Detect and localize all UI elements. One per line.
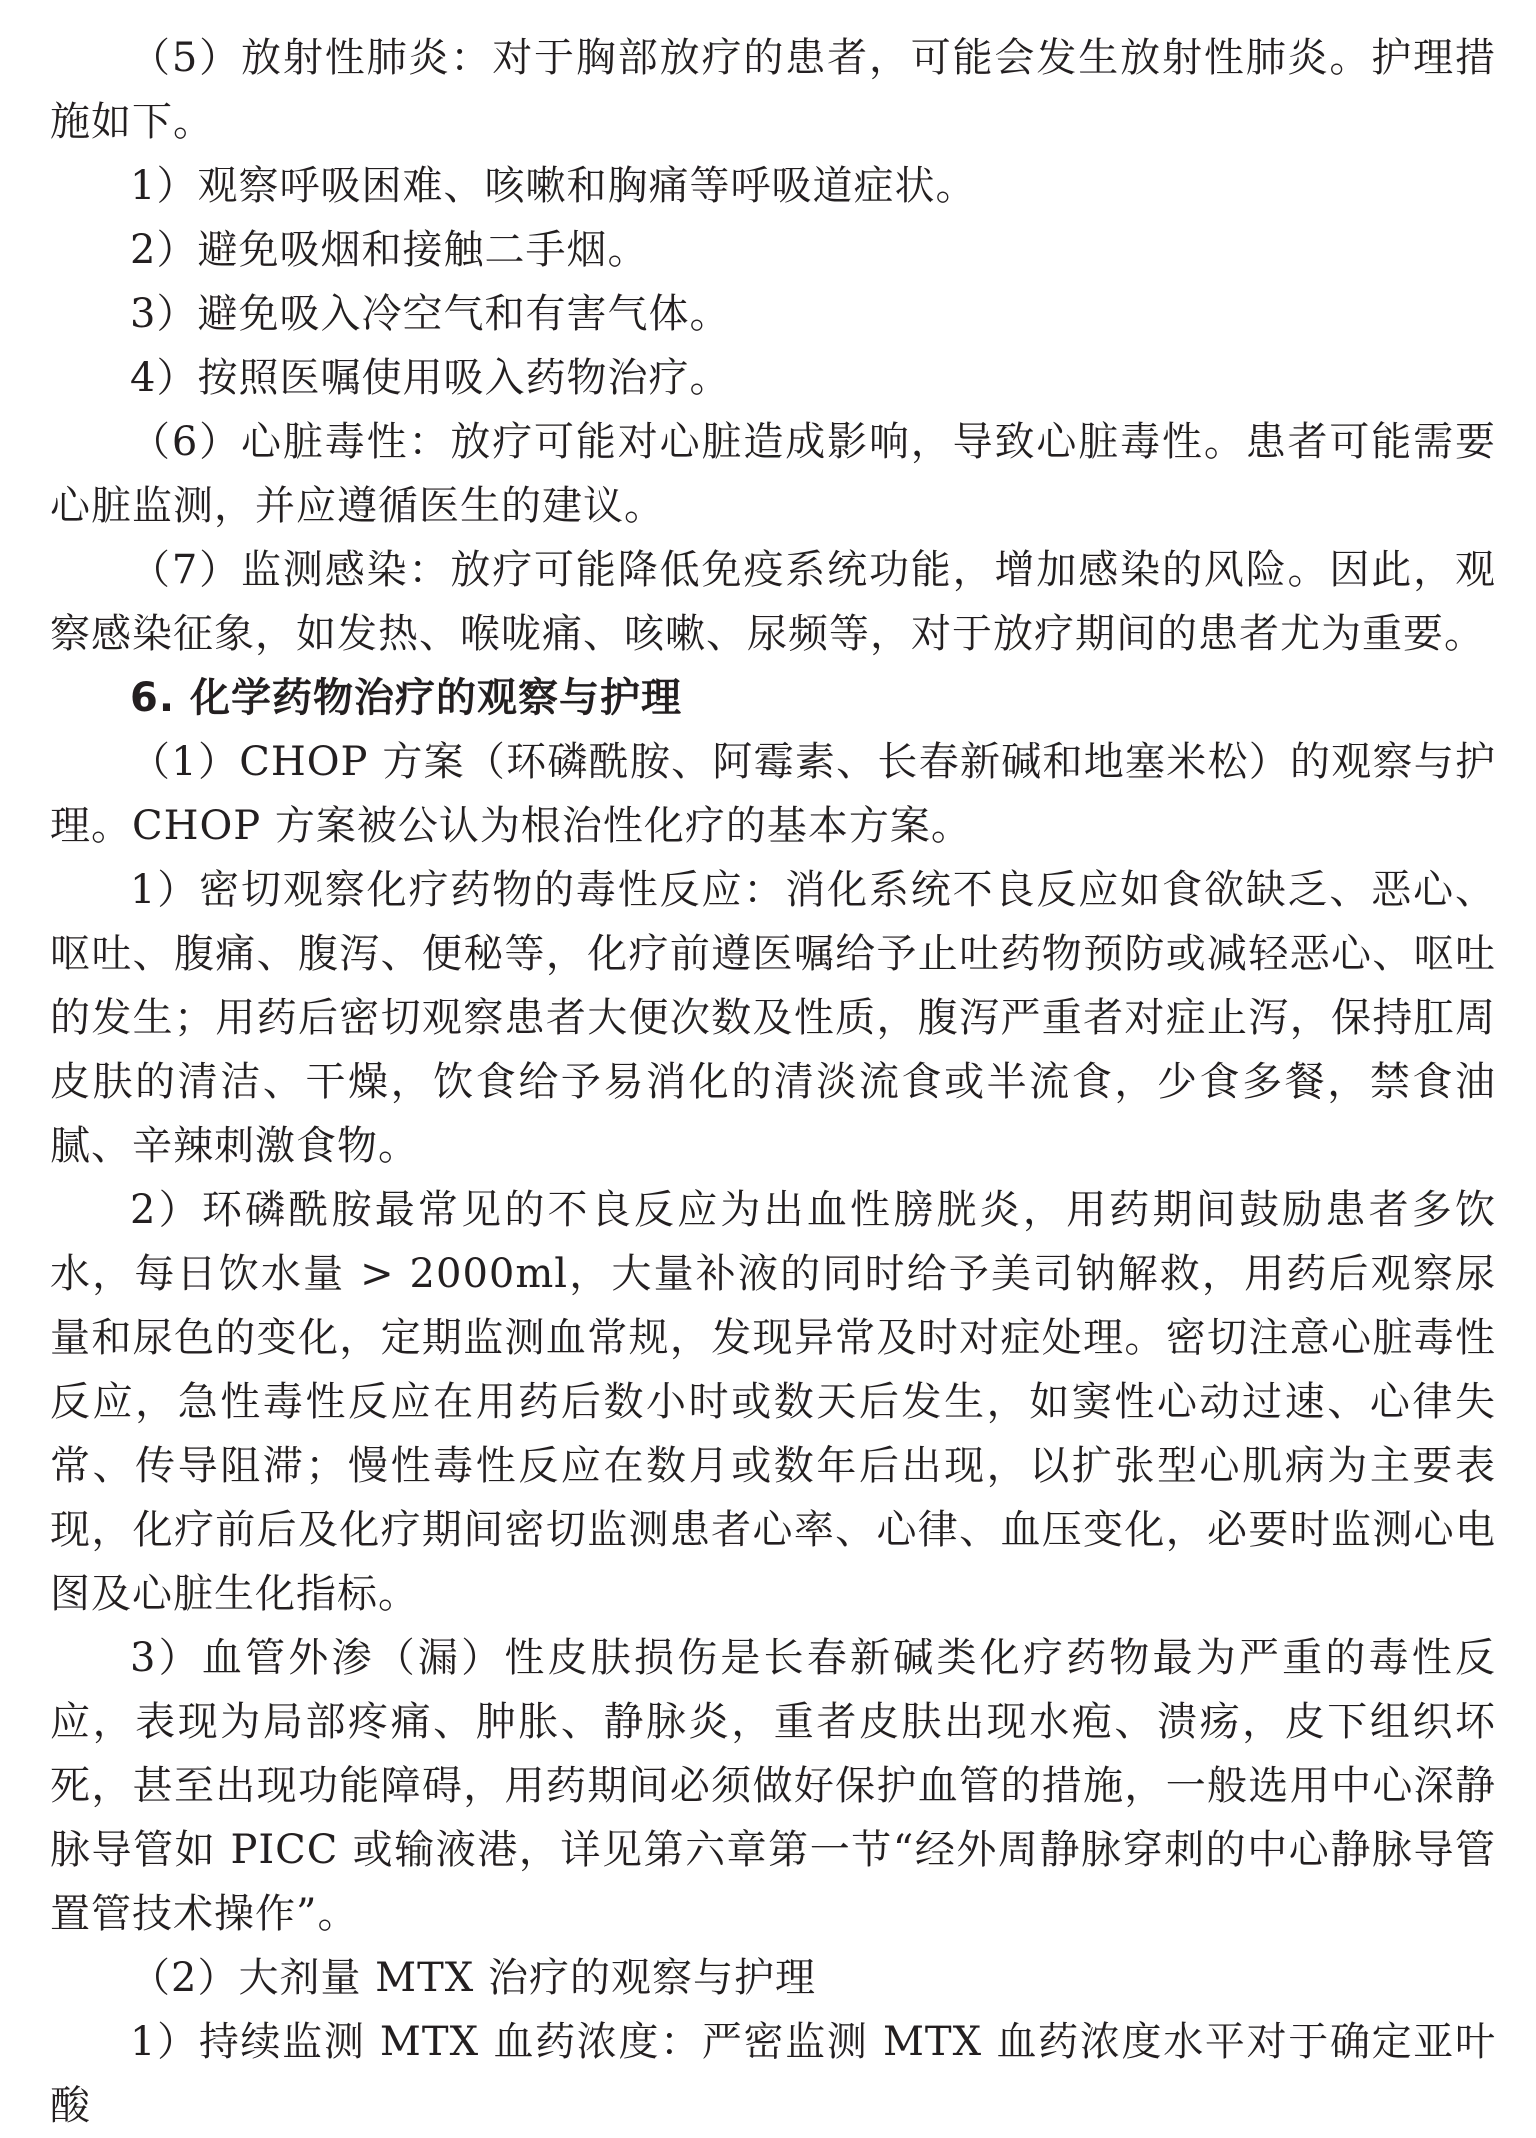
para-chop-regimen: （1）CHOP 方案（环磷酰胺、阿霉素、长春新碱和地塞米松）的观察与护理。CHOP 方案被公认为根治性化疗的基本方案。: [50, 739, 1496, 849]
document-page: [50, 26, 1496, 2138]
para-pneumonitis-item-1: 1）观察呼吸困难、咳嗽和胸痛等呼吸道症状。: [130, 163, 977, 209]
para-high-dose-mtx: （2）大剂量 MTX 治疗的观察与护理: [130, 1955, 816, 2001]
para-mtx-item-1: 1）持续监测 MTX 血药浓度：严密监测 MTX 血药浓度水平对于确定亚叶酸: [50, 2019, 1496, 2129]
para-infection-monitoring: （7）监测感染：放疗可能降低免疫系统功能，增加感染的风险。因此，观察感染征象，如发热、喉咙痛、咳嗽、尿频等，对于放疗期间的患者尤为重要。: [50, 547, 1496, 657]
para-cardiac-toxicity: （6）心脏毒性：放疗可能对心脏造成影响，导致心脏毒性。患者可能需要心脏监测，并应遵循医生的建议。: [50, 419, 1496, 529]
section-heading-chemotherapy: 6. 化学药物治疗的观察与护理: [130, 675, 682, 721]
para-pneumonitis-item-4: 4）按照医嘱使用吸入药物治疗。: [130, 355, 731, 401]
para-chop-item-2: 2）环磷酰胺最常见的不良反应为出血性膀胱炎，用药期间鼓励患者多饮水，每日饮水量 > 2000ml，大量补液的同时给予美司钠解救，用药后观察尿量和尿色的变化，定期监测血常规，发现异常及时对症处理。密切注意心脏毒性反应，急性毒性反应在用药后数小时或数天后发生，如窦性心动过速、心律失常、传导阻滞；慢性毒性反应在数月或数年后出现，以扩张型心肌病为主要表现，化疗前后及化疗期间密切监测患者心率、心律、血压变化，必要时监测心电图及心脏生化指标。: [50, 1187, 1496, 1617]
para-chop-item-3: 3）血管外渗（漏）性皮肤损伤是长春新碱类化疗药物最为严重的毒性反应，表现为局部疼痛、肿胀、静脉炎，重者皮肤出现水疱、溃疡，皮下组织坏死，甚至出现功能障碍，用药期间必须做好保护血管的措施，一般选用中心深静脉导管如 PICC 或输液港，详见第六章第一节“经外周静脉穿刺的中心静脉导管置管技术操作”。: [50, 1635, 1496, 1937]
para-radiation-pneumonitis: （5）放射性肺炎：对于胸部放疗的患者，可能会发生放射性肺炎。护理措施如下。: [50, 35, 1496, 145]
para-pneumonitis-item-2: 2）避免吸烟和接触二手烟。: [130, 227, 649, 273]
para-chop-item-1: 1）密切观察化疗药物的毒性反应：消化系统不良反应如食欲缺乏、恶心、呕吐、腹痛、腹泻、便秘等，化疗前遵医嘱给予止吐药物预防或减轻恶心、呕吐的发生；用药后密切观察患者大便次数及性质，腹泻严重者对症止泻，保持肛周皮肤的清洁、干燥，饮食给予易消化的清淡流食或半流食，少食多餐，禁食油腻、辛辣刺激食物。: [50, 867, 1496, 1169]
para-pneumonitis-item-3: 3）避免吸入冷空气和有害气体。: [130, 291, 731, 337]
